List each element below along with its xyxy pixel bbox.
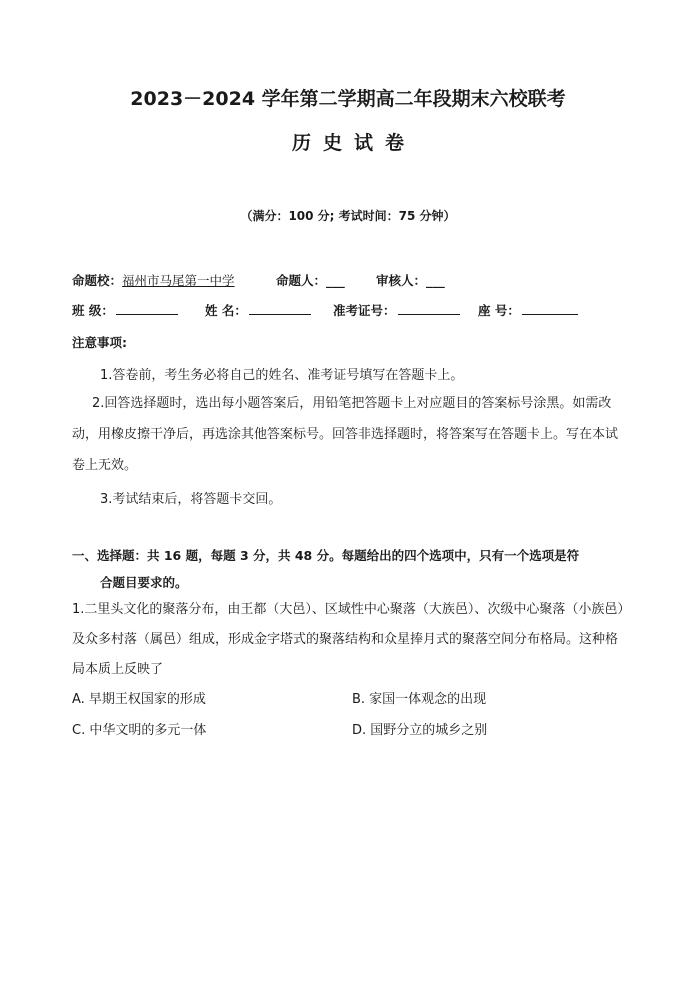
seat-field (478, 301, 578, 319)
option-b[interactable]: B. 家国一体观念的出现 (352, 692, 487, 707)
reviewer-label: 审核人： (376, 273, 427, 288)
class-blank[interactable] (116, 302, 178, 315)
school-label: 命题校： (72, 273, 123, 288)
name-label: 姓 名： (205, 303, 247, 318)
seat-blank[interactable] (522, 302, 578, 315)
exam-title: 2023－2024 学年第二学期高二年段期末六校联考 (130, 88, 566, 110)
class-label: 班 级： (72, 303, 114, 318)
reviewer-value: ___ (426, 273, 445, 288)
class-field (72, 301, 178, 319)
school-field (72, 271, 235, 289)
name-field (205, 301, 311, 319)
author-field (276, 271, 345, 289)
option-c[interactable]: C. 中华文明的多元一体 (72, 723, 207, 738)
option-d[interactable]: D. 国野分立的城乡之别 (352, 723, 488, 738)
exam-id-label: 准考证号： (333, 303, 396, 318)
exam-score-time: （满分：100 分; 考试时间：75 分钟） (240, 209, 456, 223)
exam-subject: 历史试卷 (291, 132, 416, 154)
seat-label: 座 号： (478, 303, 520, 318)
exam-id-blank[interactable] (398, 302, 460, 315)
notice-item: 2.回答选择题时，选出每小题答案后，用铅笔把答题卡上对应题目的答案标号涂黑。如需改动，用橡皮擦干净后，再选涂其他答案标号。回答非选择题时，将答案写在答题卡上。写在本试卷上无效。 (72, 396, 619, 473)
section-heading-cont: 合题目要求的。 (100, 575, 188, 590)
author-label: 命题人： (276, 273, 327, 288)
notice-item: 1.答卷前，考生务必将自己的姓名、准考证号填写在答题卡上。 (100, 368, 464, 383)
name-blank[interactable] (249, 302, 311, 315)
notice-heading: 注意事项: (72, 335, 127, 350)
school-value: 福州市马尾第一中学 (122, 273, 235, 288)
author-value: ___ (326, 273, 345, 288)
question-stem: 1.二里头文化的聚落分布，由王都（大邑）、区域性中心聚落（大族邑）、次级中心聚落（小族邑）及众多村落（属邑）组成，形成金字塔式的聚落结构和众星捧月式的聚落空间分布格局。这种格局本质上反映了 (72, 602, 624, 677)
reviewer-field (376, 271, 445, 289)
exam-id-field (333, 301, 460, 319)
notice-item: 3.考试结束后，将答题卡交回。 (100, 492, 282, 507)
section-heading: 一、选择题：共 16 题，每题 3 分，共 48 分。每题给出的四个选项中，只有一个选项是符 (72, 548, 580, 563)
option-a[interactable]: A. 早期王权国家的形成 (72, 692, 206, 707)
